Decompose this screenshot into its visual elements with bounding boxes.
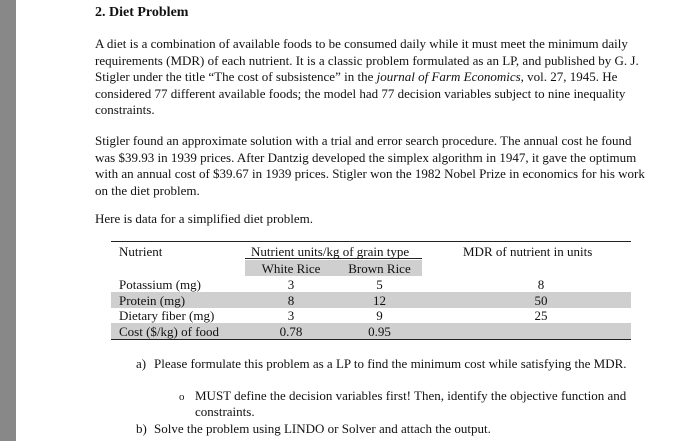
row-potassium-white: 3 [287, 277, 295, 292]
document-page [16, 0, 700, 441]
intro-paragraph [95, 36, 655, 119]
data-intro-paragraph: Here is data for a simplified diet problem. [95, 211, 314, 226]
bullet-circle-icon: o [179, 391, 185, 403]
row-fiber-mdr: 25 [534, 308, 548, 323]
history-paragraph: Stigler found an approximate solution with a trial and error search procedure. The annual cost he found was $39.93 in 1939 prices. After Dantzig developed the simplex algorithm in 1947, it gave the optimum with an annual cost of $39.67 in 1939 prices. Stigler won the 1982 Nobel Prize in economics for his work on the diet problem. [95, 133, 645, 198]
question-b-label: b) [136, 421, 147, 436]
header-nutrient: Nutrient [119, 244, 163, 259]
question-a-subpoint: MUST define the decision variables first! Then, identify the objective function and constraints. [195, 388, 627, 419]
subheader-white-rice: White Rice [261, 261, 321, 276]
row-fiber-brown: 9 [376, 308, 383, 323]
header-units: Nutrient units/kg of grain type [251, 244, 410, 259]
diet-data-table [111, 241, 631, 341]
row-fiber-white: 3 [287, 308, 295, 323]
question-b-text: Solve the problem using LINDO or Solver and attach the output. [154, 421, 491, 436]
table-bottom-rule [111, 339, 631, 340]
journal-title: journal of Farm Economics [376, 69, 521, 84]
header-mdr: MDR of nutrient in units [463, 244, 593, 259]
row-fiber-name: Dietary fiber (mg) [119, 308, 215, 323]
row-protein-brown: 12 [373, 293, 386, 308]
section-heading: 2. Diet Problem [95, 5, 189, 20]
intro-text-part1: A diet is a combination of available foods to be consumed daily while it must meet the minimum daily requirements (MDR) of each nutrient. It is a classic problem formulated as an LP, and published by G. J. Stigler under the title “The cost of subsistence” in the [95, 36, 639, 84]
row-cost-white: 0.78 [279, 324, 303, 339]
subheader-brown-rice: Brown Rice [348, 261, 411, 276]
row-potassium-mdr: 8 [537, 277, 545, 292]
question-a-text: Please formulate this problem as a LP to find the minimum cost while satisfying the MDR. [154, 356, 627, 371]
row-cost-brown: 0.95 [368, 324, 391, 339]
row-protein-mdr: 50 [534, 293, 548, 308]
table-top-rule [111, 241, 631, 242]
intro-text-part2: , vol. 27, 1945. He considered 77 different available foods; the model had 77 decision variables subject to nine inequality constraints. [95, 69, 626, 117]
row-protein-name: Protein (mg) [119, 293, 186, 308]
row-potassium-name: Potassium (mg) [119, 277, 201, 292]
question-a-label: a) [136, 356, 147, 371]
row-cost-name: Cost ($/kg) of food [119, 324, 220, 339]
row-potassium-brown: 5 [376, 277, 383, 292]
row-protein-white: 8 [287, 293, 295, 308]
left-edge-bar [0, 0, 16, 441]
